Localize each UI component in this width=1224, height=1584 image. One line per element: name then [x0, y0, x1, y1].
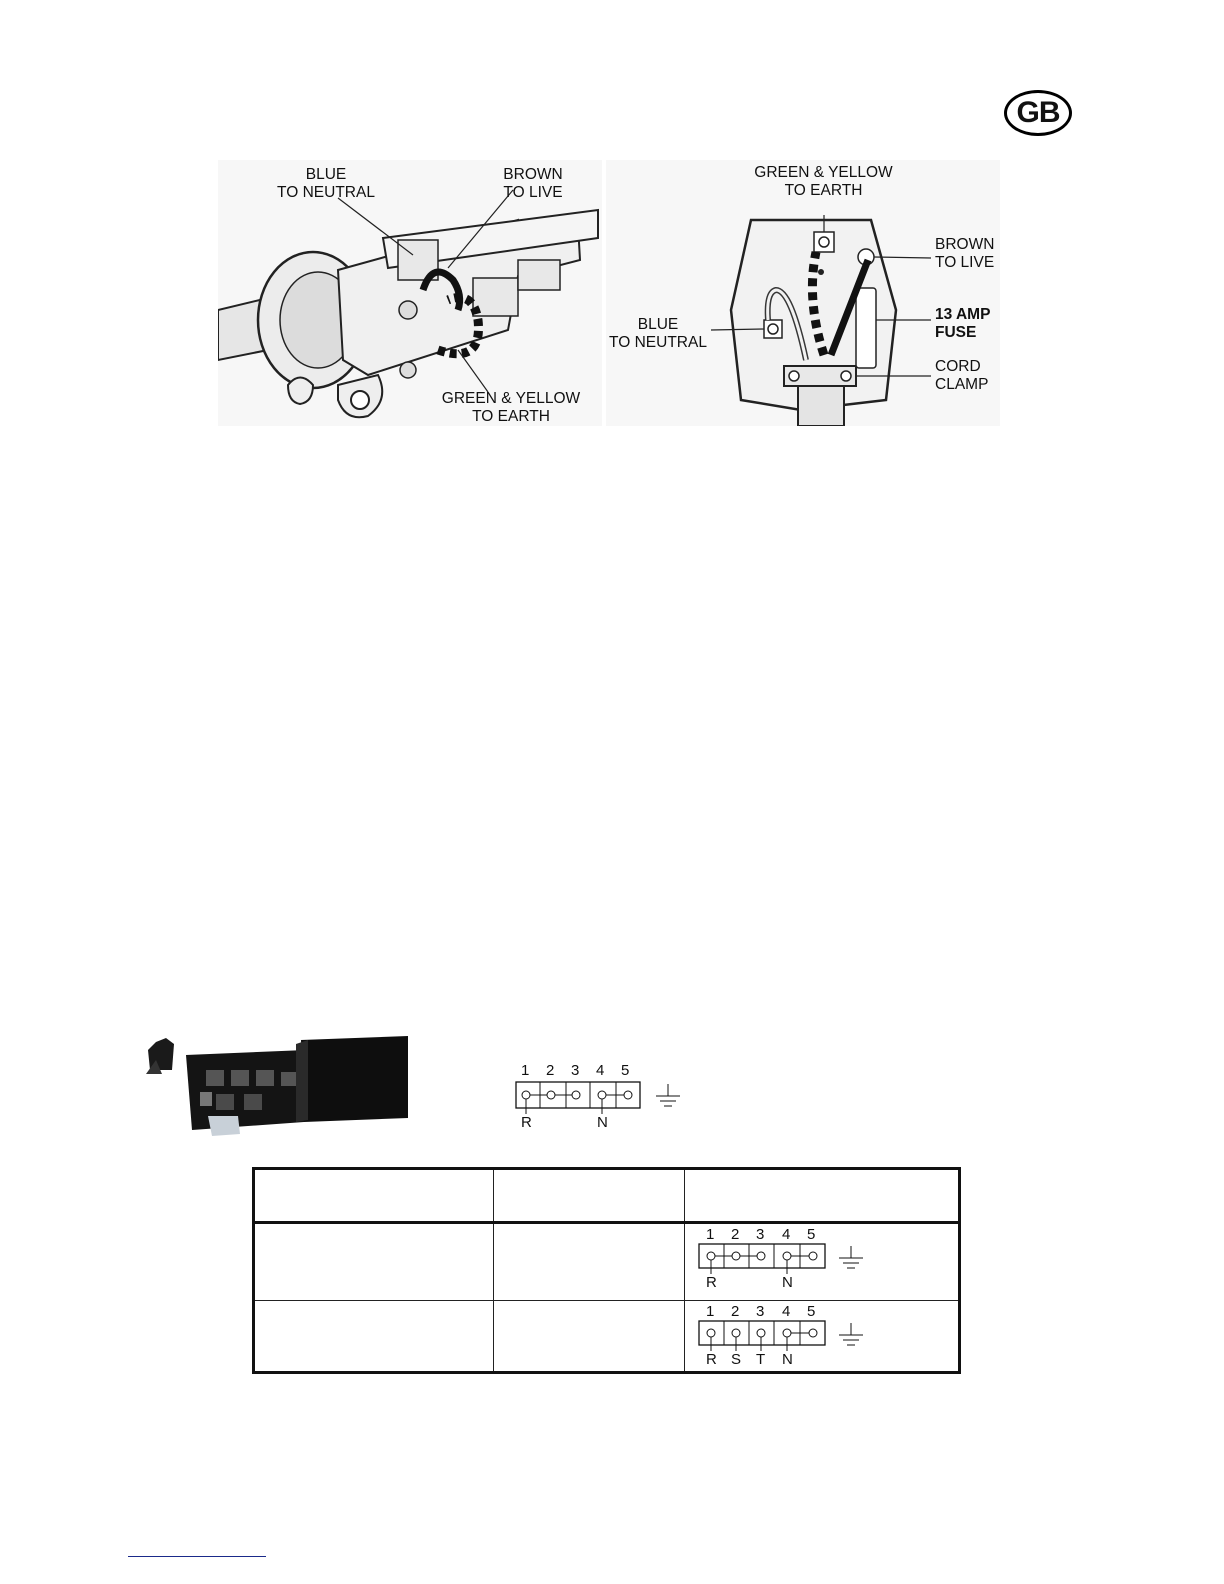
row2-letter-r: R	[706, 1351, 717, 1368]
terminal-num-4: 4	[596, 1062, 605, 1079]
uk-plug-wiring-illustration	[606, 160, 1000, 426]
table-header-row	[254, 1169, 960, 1223]
terminal-num-1: 1	[521, 1062, 530, 1079]
terminal-letter-r: R	[521, 1114, 532, 1131]
row2-num-1: 1	[706, 1303, 715, 1320]
terminal-num-2: 2	[546, 1062, 555, 1079]
terminal-diagram-single	[508, 1062, 698, 1134]
row2-num-5: 5	[807, 1303, 816, 1320]
table-cell	[254, 1223, 494, 1301]
table-cell-diagram	[685, 1301, 960, 1373]
row2-letter-t: T	[756, 1351, 766, 1368]
terminal-num-5: 5	[621, 1062, 630, 1079]
row1-num-5: 5	[807, 1226, 816, 1243]
row2-num-4: 4	[782, 1303, 791, 1320]
terminal-block-photo	[136, 1030, 418, 1142]
table-cell	[254, 1301, 494, 1373]
label-fuse: 13 AMP FUSE	[935, 306, 991, 341]
table-header-cell	[254, 1169, 494, 1223]
terminal-letter-n: N	[597, 1114, 608, 1131]
connection-table	[252, 1167, 961, 1374]
country-badge: GB	[1004, 90, 1072, 136]
terminal-block-drawing	[136, 1030, 418, 1142]
row1-letter-n: N	[782, 1274, 793, 1291]
row1-num-4: 4	[782, 1226, 791, 1243]
table-header-cell	[685, 1169, 960, 1223]
row2-num-3: 3	[756, 1303, 765, 1320]
row2-num-2: 2	[731, 1303, 740, 1320]
label-green-earth: GREEN & YELLOW TO EARTH	[441, 390, 581, 425]
label-blue-neutral-plug: BLUE TO NEUTRAL	[609, 316, 707, 351]
label-green-earth-plug: GREEN & YELLOW TO EARTH	[754, 164, 893, 199]
label-blue-neutral: BLUE TO NEUTRAL	[277, 166, 375, 201]
label-cord-clamp: CORD CLAMP	[935, 358, 989, 393]
table-row	[254, 1301, 960, 1373]
row2-letter-s: S	[731, 1351, 742, 1368]
footer-rule	[128, 1556, 266, 1557]
plug-socket-illustration	[218, 160, 602, 426]
table-cell-diagram	[685, 1223, 960, 1301]
row1-num-3: 3	[756, 1226, 765, 1243]
label-brown-live: BROWN TO LIVE	[503, 166, 563, 201]
table-cell	[494, 1301, 685, 1373]
row1-letter-r: R	[706, 1274, 717, 1291]
table-cell	[494, 1223, 685, 1301]
row1-num-1: 1	[706, 1226, 715, 1243]
table-header-cell	[494, 1169, 685, 1223]
row2-letter-n: N	[782, 1351, 793, 1368]
table-row	[254, 1223, 960, 1301]
label-brown-live-plug: BROWN TO LIVE	[935, 236, 995, 271]
terminal-num-3: 3	[571, 1062, 580, 1079]
row1-num-2: 2	[731, 1226, 740, 1243]
